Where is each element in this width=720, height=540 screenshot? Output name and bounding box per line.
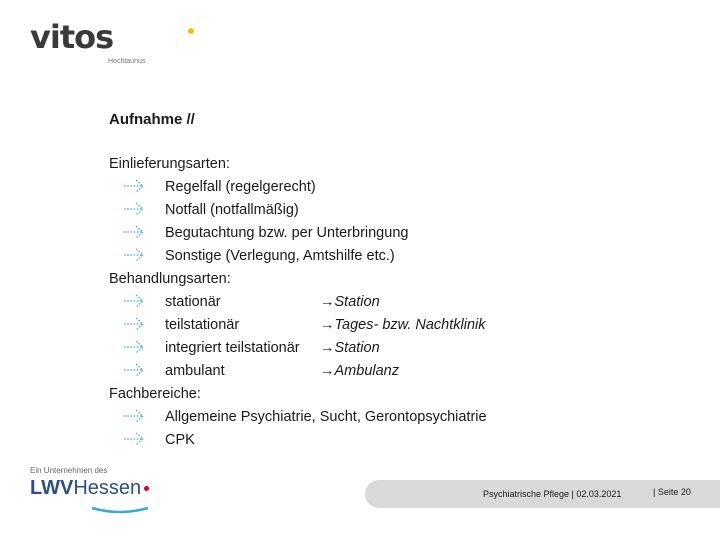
list-item	[109, 245, 487, 268]
list-item	[109, 429, 487, 452]
dotted-arrow-icon	[123, 431, 145, 447]
footer-page-number: | Seite 20	[653, 487, 691, 497]
section-heading: Einlieferungsarten:	[109, 156, 230, 172]
list-item-label: CPK	[165, 432, 195, 448]
dotted-arrow-icon	[123, 247, 145, 263]
lwv-logo	[30, 466, 149, 500]
list-item-label: Sonstige (Verlegung, Amtshilfe etc.)	[165, 248, 395, 264]
lwv-name	[30, 477, 149, 500]
list-item-label: ambulant	[165, 363, 225, 379]
section-heading: Fachbereiche:	[109, 386, 201, 402]
dotted-arrow-icon	[123, 316, 145, 332]
list-item	[109, 360, 487, 383]
list-item-label: Notfall (notfallmäßig)	[165, 202, 299, 218]
slide-title: Aufnahme //	[109, 111, 195, 128]
logo-wordmark: vitos	[30, 18, 114, 56]
list-item	[109, 406, 487, 429]
list-item	[109, 176, 487, 199]
footer-presentation: Psychiatrische Pflege | 02.03.2021	[483, 489, 622, 499]
dotted-arrow-icon	[123, 224, 145, 240]
list-item-detail: →Ambulanz	[320, 363, 399, 379]
list-item-label: Allgemeine Psychiatrie, Sucht, Gerontopsychiatrie	[165, 409, 487, 425]
dotted-arrow-icon	[123, 408, 145, 424]
lwv-red-dot-icon	[144, 486, 149, 491]
dotted-arrow-icon	[123, 362, 145, 378]
dotted-arrow-icon	[123, 293, 145, 309]
logo-subtitle: Hochtaunus	[108, 58, 146, 65]
list-item-label: Begutachtung bzw. per Unterbringung	[165, 225, 409, 241]
list-item	[109, 222, 487, 245]
lwv-swoosh-icon	[90, 506, 150, 514]
list-item	[109, 291, 487, 314]
list-item-label: integriert teilstationär	[165, 340, 300, 356]
list-item-detail: →Station	[320, 294, 380, 310]
dotted-arrow-icon	[123, 201, 145, 217]
list-item	[109, 314, 487, 337]
list-item-label: teilstationär	[165, 317, 240, 333]
list-item-label: Regelfall (regelgerecht)	[165, 179, 316, 195]
section-heading: Behandlungsarten:	[109, 271, 231, 287]
list-item	[109, 199, 487, 222]
dotted-arrow-icon	[123, 178, 145, 194]
lwv-name-bold: LWV	[30, 477, 74, 499]
list-item-label: stationär	[165, 294, 221, 310]
list-item-detail: →Station	[320, 340, 380, 356]
list-item	[109, 337, 487, 360]
logo-colon-icon	[108, 28, 116, 38]
slide-content	[109, 153, 487, 452]
list-item-detail: →Tages- bzw. Nachtklinik	[320, 317, 486, 333]
vitos-logo	[30, 18, 146, 65]
dotted-arrow-icon	[123, 339, 145, 355]
lwv-name-rest: Hessen	[73, 477, 142, 499]
lwv-prefix: Ein Unternehmen des	[30, 466, 108, 475]
